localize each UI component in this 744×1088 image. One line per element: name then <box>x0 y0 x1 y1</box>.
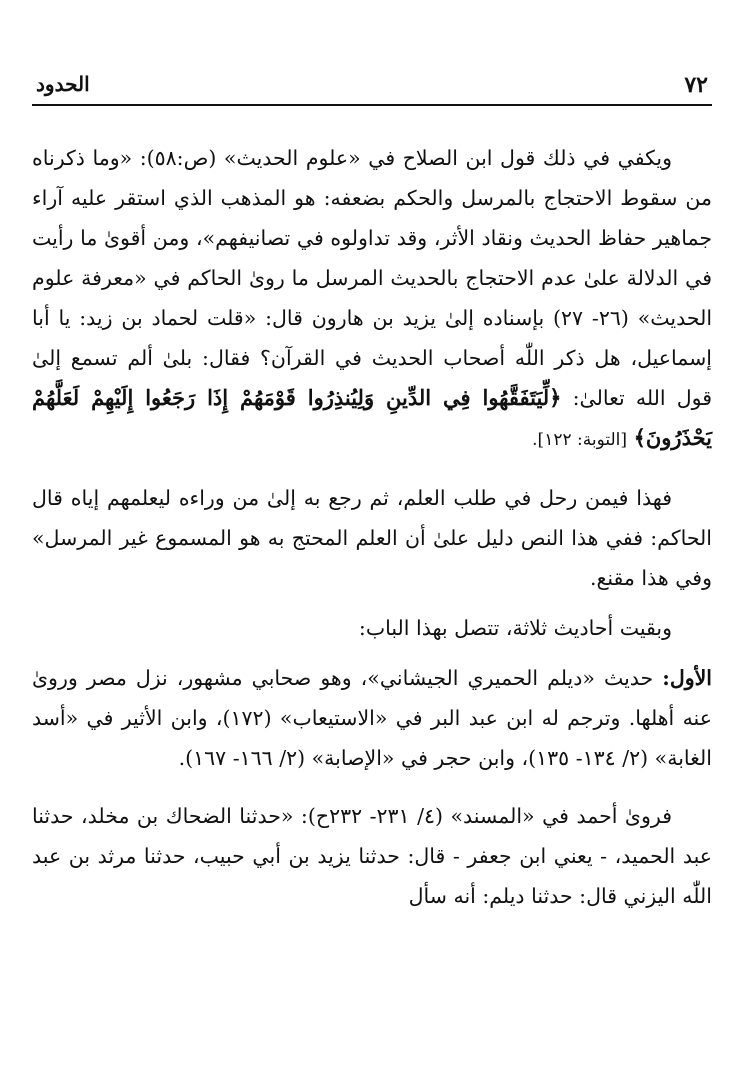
spacer <box>32 598 712 608</box>
running-head: الحدود <box>36 72 90 96</box>
paragraph-3: وبقيت أحاديث ثلاثة، تتصل بهذا الباب: <box>358 616 672 640</box>
paragraph-1 <box>32 138 712 460</box>
quran-verse: ﴿لِّيَتَفَقَّهُوا فِي الدِّينِ وَلِيُنذِرُوا قَوْمَهُمْ إِذَا رَجَعُوا إِلَيْهِمْ لَعَلَّهُمْ يَحْذَرُونَ﴾ <box>32 385 712 450</box>
page-header <box>32 70 712 106</box>
paragraph-4-text: حديث «ديلم الحميري الجيشاني»، وهو صحابي مشهور، نزل مصر وروىٰ عنه أهلها. وترجم له ابن عبد البر في «الاستيعاب» (١٧٢)، وابن الأثير في «أسد الغابة» (٢/ ١٣٤- ١٣٥)، وابن حجر في «الإصابة» (٢/ ١٦٦- ١٦٧). <box>32 666 712 770</box>
spacer <box>32 648 712 658</box>
paragraph-4-lead: الأول: <box>662 666 712 690</box>
verse-reference: [التوبة: ١٢٢]. <box>532 430 628 450</box>
page-number: ٧٢ <box>684 72 708 98</box>
page-body <box>32 138 712 916</box>
paragraph-5: فروىٰ أحمد في «المسند» (٤/ ٢٣١- ٢٣٢ح): «حدثنا الضحاك بن مخلد، حدثنا عبد الحميد، - يعني ابن جعفر - قال: حدثنا يزيد بن أبي حبيب، حدثنا مرثد بن عبد اللّٰه اليزني قال: حدثنا ديلم: أنه سأل <box>32 804 712 908</box>
paragraph-2: فهذا فيمن رحل في طلب العلم، ثم رجع به إلىٰ من وراءه ليعلمهم إياه قال الحاكم: ففي هذا النص دليل علىٰ أن العلم المحتج به هو المسموع غير المرسل» وفي هذا مقنع. <box>32 486 712 590</box>
paragraph-4 <box>32 658 712 778</box>
spacer <box>32 778 712 796</box>
spacer <box>32 460 712 478</box>
paragraph-1-text: ويكفي في ذلك قول ابن الصلاح في «علوم الحديث» (ص:٥٨): «وما ذكرناه من سقوط الاحتجاج بالمرسل والحكم بضعفه: هو المذهب الذي استقر عليه آراء جماهير حفاظ الحديث ونقاد الأثر، وقد تداولوه في تصانيفهم»، ومن أقوىٰ ما رأيت في الدلالة علىٰ عدم الاحتجاج بالحديث المرسل ما روىٰ الحاكم في «معرفة علوم الحديث» (٢٦- ٢٧) بإسناده إلىٰ يزيد بن هارون قال: «قلت لحماد بن زيد: يا أبا إسماعيل، هل ذكر اللّٰه أصحاب الحديث في القرآن؟ فقال: بلىٰ ألم تسمع إلىٰ قول الله تعالىٰ: <box>32 146 713 410</box>
